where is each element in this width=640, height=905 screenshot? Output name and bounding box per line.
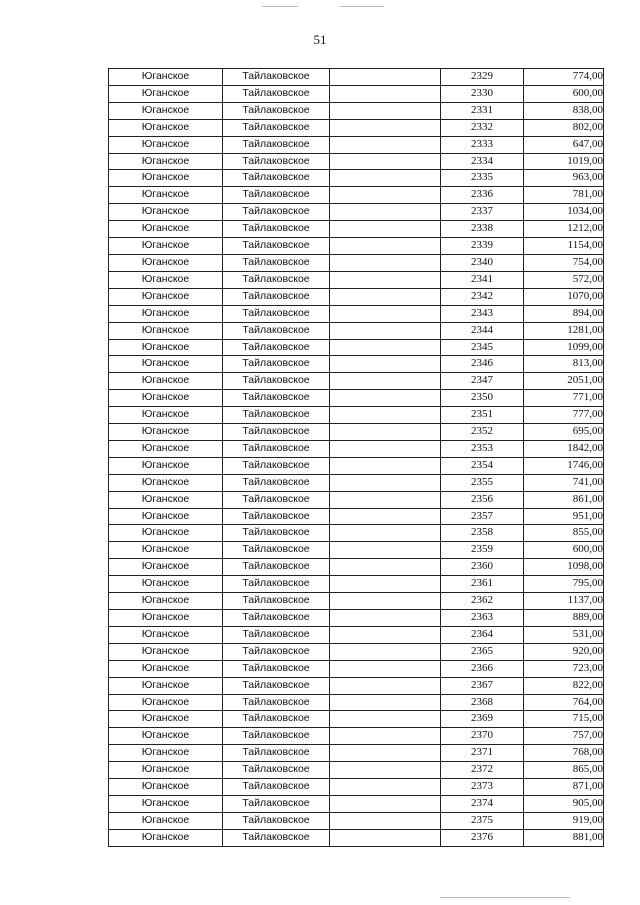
empty-cell [330, 356, 441, 373]
value-cell: 764,00 [524, 694, 604, 711]
table-row [109, 728, 604, 745]
number-cell: 2340 [441, 254, 524, 271]
table-row [109, 238, 604, 255]
value-cell: 715,00 [524, 711, 604, 728]
value-cell: 919,00 [524, 812, 604, 829]
empty-cell [330, 711, 441, 728]
value-cell: 1099,00 [524, 339, 604, 356]
region-cell: Юганское [109, 322, 223, 339]
value-cell: 1034,00 [524, 204, 604, 221]
table-row [109, 271, 604, 288]
field-cell: Тайлаковское [223, 187, 330, 204]
region-cell: Юганское [109, 829, 223, 846]
region-cell: Юганское [109, 136, 223, 153]
table-body [109, 69, 604, 847]
region-cell: Юганское [109, 187, 223, 204]
region-cell: Юганское [109, 390, 223, 407]
empty-cell [330, 491, 441, 508]
value-cell: 855,00 [524, 525, 604, 542]
region-cell: Юганское [109, 812, 223, 829]
empty-cell [330, 339, 441, 356]
value-cell: 781,00 [524, 187, 604, 204]
value-cell: 1212,00 [524, 221, 604, 238]
region-cell: Юганское [109, 559, 223, 576]
value-cell: 1098,00 [524, 559, 604, 576]
field-cell: Тайлаковское [223, 221, 330, 238]
number-cell: 2371 [441, 745, 524, 762]
table-row [109, 762, 604, 779]
value-cell: 723,00 [524, 660, 604, 677]
number-cell: 2360 [441, 559, 524, 576]
empty-cell [330, 694, 441, 711]
field-cell: Тайлаковское [223, 170, 330, 187]
region-cell: Юганское [109, 795, 223, 812]
field-cell: Тайлаковское [223, 102, 330, 119]
field-cell: Тайлаковское [223, 694, 330, 711]
table-row [109, 812, 604, 829]
field-cell: Тайлаковское [223, 85, 330, 102]
region-cell: Юганское [109, 373, 223, 390]
number-cell: 2364 [441, 626, 524, 643]
empty-cell [330, 626, 441, 643]
empty-cell [330, 525, 441, 542]
table-row [109, 187, 604, 204]
region-cell: Юганское [109, 643, 223, 660]
data-table [108, 68, 604, 847]
table-row [109, 119, 604, 136]
empty-cell [330, 271, 441, 288]
field-cell: Тайлаковское [223, 542, 330, 559]
empty-cell [330, 812, 441, 829]
empty-cell [330, 728, 441, 745]
empty-cell [330, 829, 441, 846]
number-cell: 2369 [441, 711, 524, 728]
table-row [109, 339, 604, 356]
region-cell: Юганское [109, 745, 223, 762]
region-cell: Юганское [109, 170, 223, 187]
region-cell: Юганское [109, 542, 223, 559]
value-cell: 865,00 [524, 762, 604, 779]
field-cell: Тайлаковское [223, 593, 330, 610]
empty-cell [330, 136, 441, 153]
table-row [109, 373, 604, 390]
value-cell: 771,00 [524, 390, 604, 407]
field-cell: Тайлаковское [223, 204, 330, 221]
table-row [109, 170, 604, 187]
table-row [109, 711, 604, 728]
region-cell: Юганское [109, 153, 223, 170]
table-row [109, 424, 604, 441]
table-row [109, 660, 604, 677]
field-cell: Тайлаковское [223, 457, 330, 474]
value-cell: 1842,00 [524, 440, 604, 457]
empty-cell [330, 779, 441, 796]
table-row [109, 593, 604, 610]
empty-cell [330, 660, 441, 677]
empty-cell [330, 102, 441, 119]
table-row [109, 795, 604, 812]
table-row [109, 474, 604, 491]
empty-cell [330, 390, 441, 407]
field-cell: Тайлаковское [223, 119, 330, 136]
field-cell: Тайлаковское [223, 339, 330, 356]
table-row [109, 626, 604, 643]
value-cell: 1154,00 [524, 238, 604, 255]
region-cell: Юганское [109, 102, 223, 119]
field-cell: Тайлаковское [223, 491, 330, 508]
table-row [109, 305, 604, 322]
value-cell: 647,00 [524, 136, 604, 153]
field-cell: Тайлаковское [223, 576, 330, 593]
empty-cell [330, 238, 441, 255]
region-cell: Юганское [109, 288, 223, 305]
value-cell: 920,00 [524, 643, 604, 660]
number-cell: 2359 [441, 542, 524, 559]
region-cell: Юганское [109, 407, 223, 424]
number-cell: 2367 [441, 677, 524, 694]
empty-cell [330, 576, 441, 593]
value-cell: 813,00 [524, 356, 604, 373]
region-cell: Юганское [109, 576, 223, 593]
value-cell: 1746,00 [524, 457, 604, 474]
number-cell: 2372 [441, 762, 524, 779]
region-cell: Юганское [109, 677, 223, 694]
field-cell: Тайлаковское [223, 271, 330, 288]
empty-cell [330, 745, 441, 762]
table-row [109, 525, 604, 542]
number-cell: 2347 [441, 373, 524, 390]
empty-cell [330, 322, 441, 339]
number-cell: 2351 [441, 407, 524, 424]
field-cell: Тайлаковское [223, 288, 330, 305]
value-cell: 572,00 [524, 271, 604, 288]
value-cell: 754,00 [524, 254, 604, 271]
number-cell: 2335 [441, 170, 524, 187]
empty-cell [330, 69, 441, 86]
number-cell: 2365 [441, 643, 524, 660]
empty-cell [330, 457, 441, 474]
region-cell: Юганское [109, 626, 223, 643]
region-cell: Юганское [109, 85, 223, 102]
number-cell: 2334 [441, 153, 524, 170]
empty-cell [330, 288, 441, 305]
region-cell: Юганское [109, 491, 223, 508]
number-cell: 2373 [441, 779, 524, 796]
empty-cell [330, 593, 441, 610]
empty-cell [330, 508, 441, 525]
table-row [109, 677, 604, 694]
empty-cell [330, 677, 441, 694]
number-cell: 2345 [441, 339, 524, 356]
value-cell: 774,00 [524, 69, 604, 86]
region-cell: Юганское [109, 69, 223, 86]
empty-cell [330, 204, 441, 221]
number-cell: 2329 [441, 69, 524, 86]
region-cell: Юганское [109, 424, 223, 441]
field-cell: Тайлаковское [223, 69, 330, 86]
empty-cell [330, 610, 441, 627]
number-cell: 2376 [441, 829, 524, 846]
table-row [109, 508, 604, 525]
number-cell: 2358 [441, 525, 524, 542]
number-cell: 2355 [441, 474, 524, 491]
field-cell: Тайлаковское [223, 356, 330, 373]
field-cell: Тайлаковское [223, 238, 330, 255]
number-cell: 2350 [441, 390, 524, 407]
region-cell: Юганское [109, 711, 223, 728]
table-row [109, 204, 604, 221]
field-cell: Тайлаковское [223, 559, 330, 576]
field-cell: Тайлаковское [223, 762, 330, 779]
value-cell: 861,00 [524, 491, 604, 508]
table-row [109, 102, 604, 119]
empty-cell [330, 153, 441, 170]
value-cell: 905,00 [524, 795, 604, 812]
value-cell: 531,00 [524, 626, 604, 643]
empty-cell [330, 254, 441, 271]
value-cell: 777,00 [524, 407, 604, 424]
table-row [109, 85, 604, 102]
value-cell: 768,00 [524, 745, 604, 762]
number-cell: 2362 [441, 593, 524, 610]
table-row [109, 745, 604, 762]
field-cell: Тайлаковское [223, 407, 330, 424]
table-row [109, 576, 604, 593]
region-cell: Юганское [109, 440, 223, 457]
empty-cell [330, 440, 441, 457]
number-cell: 2337 [441, 204, 524, 221]
region-cell: Юганское [109, 694, 223, 711]
table-row [109, 491, 604, 508]
empty-cell [330, 373, 441, 390]
field-cell: Тайлаковское [223, 795, 330, 812]
table-row [109, 779, 604, 796]
value-cell: 889,00 [524, 610, 604, 627]
number-cell: 2342 [441, 288, 524, 305]
number-cell: 2368 [441, 694, 524, 711]
table-row [109, 288, 604, 305]
value-cell: 871,00 [524, 779, 604, 796]
region-cell: Юганское [109, 339, 223, 356]
table-row [109, 829, 604, 846]
field-cell: Тайлаковское [223, 136, 330, 153]
region-cell: Юганское [109, 728, 223, 745]
region-cell: Юганское [109, 474, 223, 491]
region-cell: Юганское [109, 508, 223, 525]
number-cell: 2363 [441, 610, 524, 627]
table-row [109, 694, 604, 711]
number-cell: 2341 [441, 271, 524, 288]
value-cell: 757,00 [524, 728, 604, 745]
region-cell: Юганское [109, 610, 223, 627]
number-cell: 2356 [441, 491, 524, 508]
empty-cell [330, 170, 441, 187]
value-cell: 741,00 [524, 474, 604, 491]
value-cell: 1019,00 [524, 153, 604, 170]
value-cell: 1070,00 [524, 288, 604, 305]
empty-cell [330, 424, 441, 441]
field-cell: Тайлаковское [223, 525, 330, 542]
scan-artifact [440, 897, 570, 898]
empty-cell [330, 119, 441, 136]
page-number: 51 [313, 32, 327, 47]
empty-cell [330, 187, 441, 204]
value-cell: 838,00 [524, 102, 604, 119]
field-cell: Тайлаковское [223, 424, 330, 441]
table-row [109, 440, 604, 457]
field-cell: Тайлаковское [223, 254, 330, 271]
empty-cell [330, 474, 441, 491]
number-cell: 2333 [441, 136, 524, 153]
value-cell: 881,00 [524, 829, 604, 846]
region-cell: Юганское [109, 762, 223, 779]
field-cell: Тайлаковское [223, 812, 330, 829]
table-row [109, 643, 604, 660]
table-row [109, 136, 604, 153]
table-row [109, 407, 604, 424]
table-row [109, 457, 604, 474]
table-row [109, 559, 604, 576]
number-cell: 2331 [441, 102, 524, 119]
field-cell: Тайлаковское [223, 440, 330, 457]
value-cell: 802,00 [524, 119, 604, 136]
value-cell: 795,00 [524, 576, 604, 593]
number-cell: 2352 [441, 424, 524, 441]
scan-artifact [262, 6, 298, 7]
field-cell: Тайлаковское [223, 610, 330, 627]
region-cell: Юганское [109, 271, 223, 288]
number-cell: 2332 [441, 119, 524, 136]
empty-cell [330, 305, 441, 322]
field-cell: Тайлаковское [223, 390, 330, 407]
number-cell: 2346 [441, 356, 524, 373]
number-cell: 2354 [441, 457, 524, 474]
value-cell: 822,00 [524, 677, 604, 694]
empty-cell [330, 559, 441, 576]
number-cell: 2374 [441, 795, 524, 812]
table-row [109, 542, 604, 559]
table-row [109, 390, 604, 407]
region-cell: Юганское [109, 221, 223, 238]
field-cell: Тайлаковское [223, 474, 330, 491]
empty-cell [330, 542, 441, 559]
table-row [109, 610, 604, 627]
region-cell: Юганское [109, 593, 223, 610]
region-cell: Юганское [109, 660, 223, 677]
field-cell: Тайлаковское [223, 745, 330, 762]
region-cell: Юганское [109, 356, 223, 373]
empty-cell [330, 221, 441, 238]
field-cell: Тайлаковское [223, 677, 330, 694]
region-cell: Юганское [109, 254, 223, 271]
value-cell: 1137,00 [524, 593, 604, 610]
number-cell: 2338 [441, 221, 524, 238]
region-cell: Юганское [109, 119, 223, 136]
field-cell: Тайлаковское [223, 660, 330, 677]
field-cell: Тайлаковское [223, 305, 330, 322]
field-cell: Тайлаковское [223, 153, 330, 170]
number-cell: 2343 [441, 305, 524, 322]
number-cell: 2336 [441, 187, 524, 204]
number-cell: 2353 [441, 440, 524, 457]
value-cell: 695,00 [524, 424, 604, 441]
number-cell: 2366 [441, 660, 524, 677]
empty-cell [330, 795, 441, 812]
region-cell: Юганское [109, 305, 223, 322]
table-row [109, 322, 604, 339]
table-row [109, 221, 604, 238]
table-row [109, 69, 604, 86]
field-cell: Тайлаковское [223, 711, 330, 728]
empty-cell [330, 762, 441, 779]
number-cell: 2357 [441, 508, 524, 525]
region-cell: Юганское [109, 457, 223, 474]
value-cell: 894,00 [524, 305, 604, 322]
number-cell: 2375 [441, 812, 524, 829]
field-cell: Тайлаковское [223, 643, 330, 660]
field-cell: Тайлаковское [223, 829, 330, 846]
empty-cell [330, 85, 441, 102]
empty-cell [330, 407, 441, 424]
empty-cell [330, 643, 441, 660]
table-row [109, 153, 604, 170]
field-cell: Тайлаковское [223, 373, 330, 390]
number-cell: 2370 [441, 728, 524, 745]
value-cell: 2051,00 [524, 373, 604, 390]
field-cell: Тайлаковское [223, 779, 330, 796]
number-cell: 2344 [441, 322, 524, 339]
value-cell: 1281,00 [524, 322, 604, 339]
field-cell: Тайлаковское [223, 322, 330, 339]
field-cell: Тайлаковское [223, 508, 330, 525]
value-cell: 600,00 [524, 542, 604, 559]
region-cell: Юганское [109, 779, 223, 796]
table-row [109, 356, 604, 373]
number-cell: 2339 [441, 238, 524, 255]
value-cell: 951,00 [524, 508, 604, 525]
field-cell: Тайлаковское [223, 626, 330, 643]
number-cell: 2330 [441, 85, 524, 102]
region-cell: Юганское [109, 204, 223, 221]
scan-artifact [340, 6, 384, 7]
region-cell: Юганское [109, 238, 223, 255]
value-cell: 963,00 [524, 170, 604, 187]
number-cell: 2361 [441, 576, 524, 593]
table-row [109, 254, 604, 271]
region-cell: Юганское [109, 525, 223, 542]
value-cell: 600,00 [524, 85, 604, 102]
field-cell: Тайлаковское [223, 728, 330, 745]
